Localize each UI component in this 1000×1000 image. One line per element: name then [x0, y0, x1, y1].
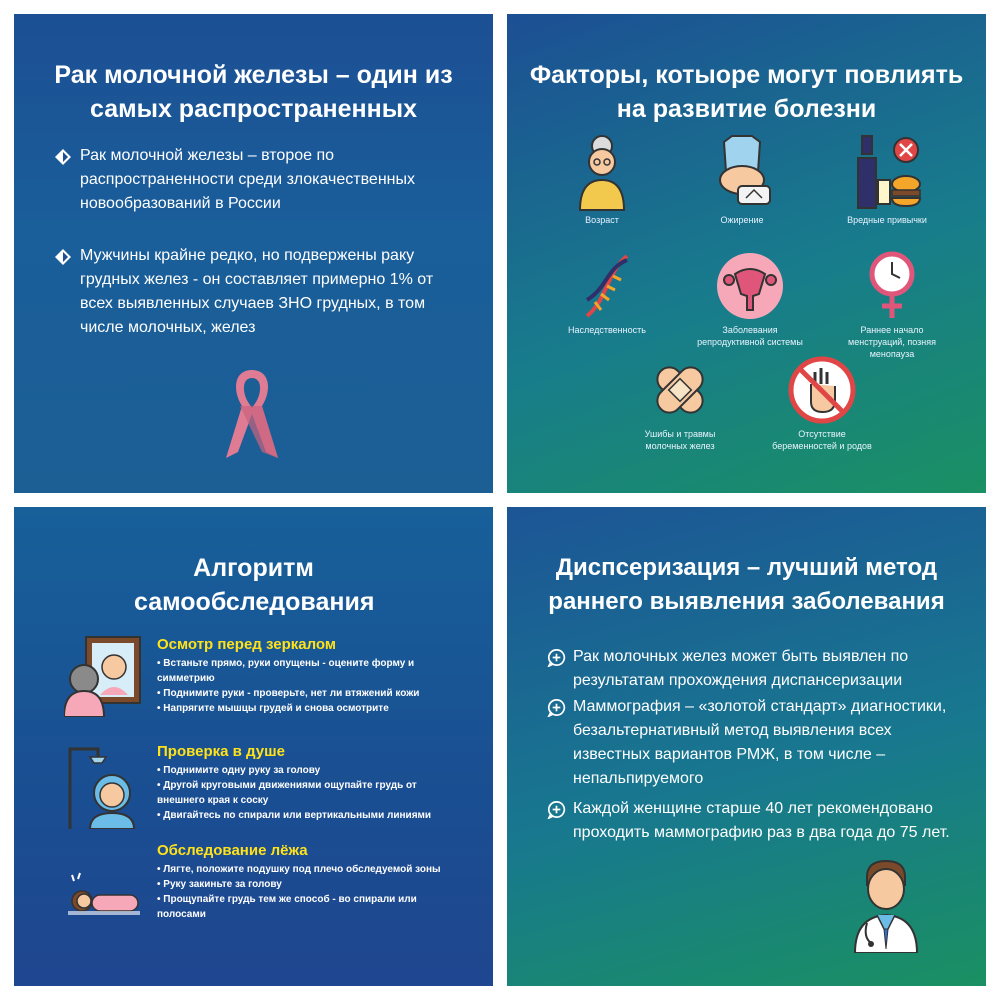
panel1-bullet-1 [54, 144, 463, 216]
factor-label: Ожирение [720, 215, 764, 225]
panel4-item-1 [547, 645, 956, 693]
section-heading: Осмотр перед зеркалом [157, 636, 336, 653]
factor-no-pregnancy [767, 354, 877, 452]
chat-plus-icon [547, 648, 566, 667]
panel-risk-factors [507, 14, 986, 493]
factor-age [557, 132, 647, 226]
elderly-woman-icon [572, 132, 632, 212]
female-clock-icon [862, 250, 922, 322]
diamond-bullet-icon [54, 148, 72, 166]
factor-heredity [557, 250, 657, 336]
pink-ribbon-icon [220, 366, 284, 466]
section-list [157, 862, 459, 922]
factor-injuries [625, 354, 735, 452]
section-item: • Поднимите одну руку за голову [157, 765, 321, 776]
panel4-item-text: Рак молочных желез может быть выявлен по результатам прохождения диспансеризации [573, 648, 909, 689]
section-item: • Прощупайте грудь тем же способ - во спирали или полосами [157, 894, 417, 920]
stop-hand-icon [787, 354, 857, 426]
section-heading: Обследование лёжа [157, 842, 308, 859]
factor-label: Раннее начало менструаций, позняя менопауза [848, 325, 936, 359]
panel4-item-3 [547, 797, 956, 845]
lying-woman-icon [64, 871, 144, 919]
factor-obesity [697, 132, 787, 226]
section-item: • Другой круговыми движениями ощупайте грудь от внешнего края к соску [157, 780, 417, 806]
section-heading: Проверка в душе [157, 743, 285, 760]
section-item: • Лягте, положите подушку под плечо обследуемой зоны [157, 864, 441, 875]
section-list [157, 656, 459, 716]
factor-label: Возраст [585, 215, 619, 225]
factor-label: Отсутствие беременностей и родов [772, 429, 872, 451]
mirror-woman-icon [64, 633, 144, 717]
panel4-item-2 [547, 695, 956, 791]
diamond-bullet-icon [54, 248, 72, 266]
factor-label: Наследственность [568, 325, 646, 335]
panel-self-exam [14, 507, 493, 986]
panel4-item-text: Маммография – «золотой стандарт» диагностики, безальтернативный метод выявления всех известных вариантов РМЖ, в том числе – непальпируемого [573, 698, 947, 787]
panel3-title: Алгоритм самообследования [134, 554, 375, 616]
dna-icon [577, 250, 637, 322]
panel-breast-cancer-common [14, 14, 493, 493]
section-list [157, 763, 459, 823]
factor-label: Заболевания репродуктивной системы [697, 325, 803, 347]
section-item: • Руку закиньте за голову [157, 879, 282, 890]
factor-reproductive [695, 250, 805, 348]
scale-body-icon [712, 132, 772, 212]
chat-plus-icon [547, 698, 566, 717]
panel4-title: Диспсеризация – лучший метод раннего выявления заболевания [548, 554, 945, 615]
shower-woman-icon [64, 743, 144, 829]
panel1-bullet-text: Рак молочной железы – второе по распространенности среди злокачественных новообразований в России [80, 147, 415, 212]
section-item: • Встаньте прямо, руки опущены - оцените форму и симметрию [157, 658, 415, 684]
bottle-burger-no-icon [852, 132, 922, 212]
panel1-bullet-2 [54, 244, 463, 340]
panel1-title: Рак молочной железы – один из самых распространенных [54, 61, 453, 123]
panel2-title: Факторы, котыоре могут повлиять на развитие болезни [529, 61, 964, 123]
section-item: • Поднимите руки - проверьте, нет ли втяжений кожи [157, 688, 420, 699]
uterus-icon [715, 250, 785, 322]
bandage-icon [645, 354, 715, 426]
chat-plus-icon [547, 800, 566, 819]
panel-dispensarization [507, 507, 986, 986]
section-item: • Двигайтесь по спирали или вертикальными линиями [157, 810, 432, 821]
panel1-bullet-text: Мужчины крайне редко, но подвержены раку грудных желез - он составляет примерно 1% от всех выявленных случаев ЗНО грудных, в том числе молочных, желез [80, 247, 434, 336]
factor-menstruation [837, 250, 947, 360]
factor-label: Ушибы и травмы молочных желез [644, 429, 716, 451]
factor-bad-habits [837, 132, 937, 226]
section-item: • Напрягите мышцы грудей и снова осмотрите [157, 703, 389, 714]
doctor-icon [851, 857, 921, 953]
panel4-item-text: Каждой женщине старше 40 лет рекомендовано проходить маммографию раз в два года до 75 лет. [573, 800, 950, 841]
factor-label: Вредные привычки [847, 215, 927, 225]
